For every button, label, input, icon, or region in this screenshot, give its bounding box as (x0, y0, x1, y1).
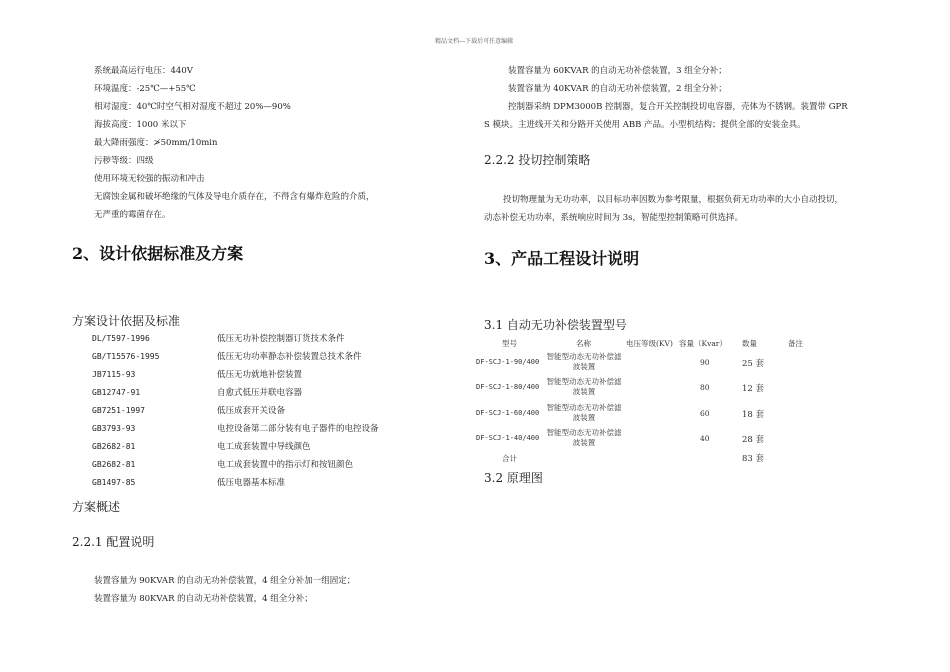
table-cell-model: DF-SCJ-1-90/400 (476, 358, 540, 366)
table-cell-capacity: 40 (700, 434, 710, 443)
table-header: 名称 (576, 339, 591, 348)
env-item: 相对湿度：40℃时空气相对湿度不超过 20%—90% (94, 102, 291, 112)
table-cell-qty: 18 套 (742, 410, 765, 420)
table-header: 备注 (788, 339, 803, 348)
standard-code: GB7251-1997 (92, 406, 145, 415)
table-cell-capacity: 90 (700, 358, 710, 367)
standard-name: 自愈式低压并联电容器 (217, 388, 303, 398)
table-header: 型号 (502, 339, 517, 348)
section-2-title: 2、设计依据标准及方案 (72, 244, 244, 263)
config-lines-right (508, 62, 727, 98)
strategy-para-line-2: 动态补偿无功功率，系统响应时间为 3s，智能型控制策略可供选择。 (484, 213, 743, 223)
table-cell-model: DF-SCJ-1-80/400 (476, 383, 540, 391)
overview-heading: 方案概述 (72, 500, 121, 514)
standard-name: 低压无功功率静态补偿装置总技术条件 (217, 352, 362, 362)
standard-code: DL/T597-1996 (92, 334, 150, 343)
env-list (94, 62, 375, 224)
standard-name: 电工成套装置中导线颜色 (217, 442, 311, 452)
table-cell-name: 智能型动态无功补偿滤波装置 (546, 352, 622, 371)
table-total-label: 合计 (502, 454, 517, 463)
standard-code: GB2682-81 (92, 442, 136, 451)
strategy-heading: 2.2.2 投切控制策略 (484, 153, 591, 167)
table-header: 容量（Kvar） (679, 339, 727, 348)
model-heading: 3.1 自动无功补偿装置型号 (484, 318, 627, 332)
standard-name: 低压无功就地补偿装置 (217, 370, 303, 380)
standard-name: 低压无功补偿控制器订货技术条件 (217, 334, 345, 344)
table-header: 电压等级(KV) (626, 339, 673, 348)
config-line: 装置容量为 80KVAR 的自动无功补偿装置，4 组全分补； (94, 594, 313, 604)
table-cell-model: DF-SCJ-1-60/400 (476, 409, 540, 417)
standard-code: JB7115-93 (92, 370, 136, 379)
standard-name: 低压电器基本标准 (217, 478, 286, 488)
standard-name: 低压成套开关设备 (217, 406, 286, 416)
page-header: 精品文档---下载后可任意编辑 (435, 38, 514, 45)
standard-name: 电控设备第二部分装有电子器件的电控设备 (217, 424, 379, 434)
table-cell-capacity: 80 (700, 383, 710, 392)
env-item: 无严重的霉菌存在。 (94, 210, 171, 220)
model-table (476, 336, 836, 466)
table-cell-model: DF-SCJ-1-40/400 (476, 434, 540, 442)
standards-heading: 方案设计依据及标准 (72, 314, 181, 328)
env-item: 使用环境无较强的振动和冲击 (94, 174, 205, 184)
standard-code: GB12747-91 (92, 388, 141, 397)
config-line: 装置容量为 40KVAR 的自动无功补偿装置，2 组全分补； (508, 84, 727, 94)
table-cell-name: 智能型动态无功补偿滤波装置 (546, 428, 622, 447)
standard-code: GB1497-85 (92, 478, 136, 487)
env-item: 最大降雨强度：≯50mm/10min (94, 138, 218, 148)
env-item: 无腐蚀金属和破坏绝缘的气体及导电介质存在，不得含有爆炸危险的介质， (94, 192, 375, 202)
controller-para-line-2: S 模块。主进线开关和分路开关使用 ABB 产品。小型机结构；提供全部的安装金具。 (484, 120, 806, 130)
env-item: 海拔高度：1000 米以下 (94, 120, 187, 130)
table-cell-capacity: 60 (700, 409, 710, 418)
env-item: 系统最高运行电压：440V (94, 66, 193, 76)
diagram-heading: 3.2 原理图 (484, 471, 543, 485)
standard-name: 电工成套装置中的指示灯和按钮颜色 (217, 460, 354, 470)
env-item: 污秽等级：四级 (94, 156, 154, 166)
standard-code: GB2682-81 (92, 460, 136, 469)
table-cell-qty: 12 套 (742, 384, 765, 394)
config-lines-left (94, 572, 355, 608)
table-cell-name: 智能型动态无功补偿滤波装置 (546, 403, 622, 422)
config-line: 装置容量为 60KVAR 的自动无功补偿装置，3 组全分补； (508, 66, 727, 76)
config-heading: 2.2.1 配置说明 (72, 535, 155, 549)
table-cell-qty: 25 套 (742, 359, 765, 369)
controller-para-line-1: 控制器采纳 DPM3000B 控制器，复合开关控制投切电容器，壳体为不锈钢。装置带 GPR (508, 102, 848, 112)
standard-code: GB3793-93 (92, 424, 136, 433)
section-3-title: 3、产品工程设计说明 (484, 249, 640, 268)
table-total-qty: 83 套 (742, 454, 765, 464)
config-line: 装置容量为 90KVAR 的自动无功补偿装置，4 组全分补加一组固定； (94, 576, 356, 586)
standard-code: GB/T15576-1995 (92, 352, 160, 361)
table-cell-name: 智能型动态无功补偿滤波装置 (546, 377, 622, 396)
table-cell-qty: 28 套 (742, 435, 765, 445)
env-item: 环境温度：-25℃—+55℃ (94, 84, 196, 94)
strategy-para-line-1: 投切物理量为无功功率，以目标功率因数为参考限量，根据负荷无功功率的大小自动投切， (503, 195, 844, 205)
table-header: 数量 (742, 339, 757, 348)
